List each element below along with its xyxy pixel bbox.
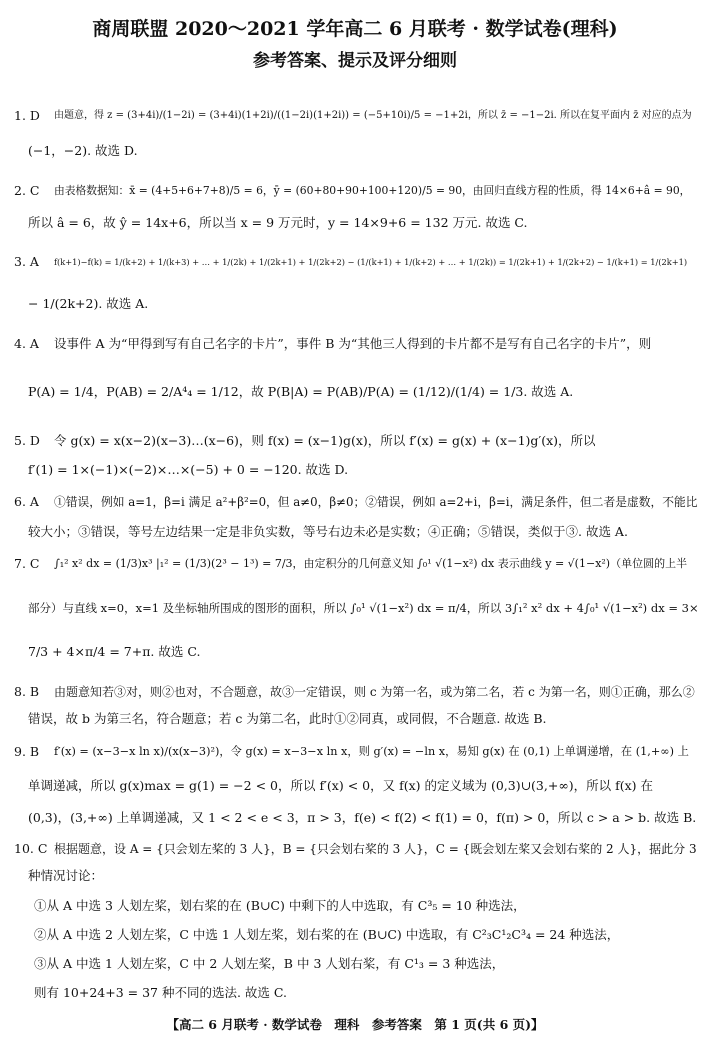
answer-text: 令 g(x) = x(x−2)(x−3)…(x−6)，则 f(x) = (x−1)g(x)，所以 f′(x) = g(x) + (x−1)g′(x)，所以	[54, 433, 596, 448]
page-title: 商周联盟 2020～2021 学年高二 6 月联考 · 数学试卷(理科)	[92, 18, 618, 40]
answer-number: 10. C	[14, 841, 48, 856]
case-line: ②从 A 中选 2 人划左桨，C 中选 1 人划左桨，划右桨的在 (B∪C) 中选取，有 C²₃C¹₂C³₄ = 24 种选法，	[34, 927, 620, 942]
answer-text: f′(x) = (x−3−x ln x)/(x(x−3)²)，令 g(x) = x−3−x ln x，则 g′(x) = −ln x，易知 g(x) 在 (0,1) 上单调递增，在 (1,+∞) 上	[54, 745, 689, 758]
answer-text: 由题意知若③对，则②也对，不合题意，故③一定错误，则 c 为第一名，或为第二名，若 c 为第一名，则①正确，那么②	[54, 685, 695, 699]
answer-number: 6. A	[14, 494, 39, 509]
answer-continuation: 单调递减，所以 g(x)max = g(1) = −2 < 0，所以 f′(x) < 0，又 f(x) 的定义域为 (0,3)∪(3,+∞)，所以 f(x) 在	[28, 778, 653, 793]
answer-number: 3. A	[14, 254, 39, 269]
answer-continuation: − 1/(2k+2). 故选 A.	[28, 296, 149, 311]
answer-continuation: 7/3 + 4×π/4 = 7+π. 故选 C.	[28, 644, 201, 659]
answer-text: 根据题意，设 A = {只会划左桨的 3 人}，B = {只会划右桨的 3 人}，C = {既会划左桨又会划右桨的 2 人}，据此分 3	[54, 842, 697, 856]
answer-text: 由表格数据知：x̄ = (4+5+6+7+8)/5 = 6，ȳ = (60+80+90+100+120)/5 = 90，由回归直线方程的性质，得 14×6+â = 90，	[54, 184, 691, 197]
answer-text: f(k+1)−f(k) = 1/(k+2) + 1/(k+3) + … + 1/(2k) + 1/(2k+1) + 1/(2k+2) − (1/(k+1) + 1/(k+2) + … + 1/(2k)) = 1/(2k+1) + 1/(2k+2) − 1/(k+1) = 1/(2k+1)	[54, 257, 688, 267]
answer-continuation: 错误，故 b 为第三名，符合题意；若 c 为第二名，此时①②同真，或同假，不合题意. 故选 B.	[28, 711, 547, 726]
answer-continuation: 较大小；③错误，等号左边结果一定是非负实数，等号右边未必是实数；④正确；⑤错误，类似于③. 故选 A.	[28, 524, 628, 539]
answer-text: 由题意，得 z = (3+4i)/(1−2i) = (3+4i)(1+2i)/((1−2i)(1+2i)) = (−5+10i)/5 = −1+2i，所以 z̄ = −1−2i. 所以在复平面内 z̄ 对应的点为	[54, 110, 692, 121]
answer-continuation: f′(1) = 1×(−1)×(−2)×…×(−5) + 0 = −120. 故选 D.	[28, 462, 349, 477]
answer-number: 5. D	[14, 433, 40, 448]
answer-number: 7. C	[14, 556, 40, 571]
answer-text: ①错误，例如 a=1，β=i 满足 a²+β²=0，但 a≠0，β≠0；②错误，例如 a=2+i，β=i，满足条件，但二者是虚数，不能比	[54, 495, 698, 509]
answer-continuation: (−1，−2). 故选 D.	[28, 143, 138, 158]
answer-text: 设事件 A 为“甲得到写有自己名字的卡片”，事件 B 为“其他三人得到的卡片都不是写有自己名字的卡片”，则	[54, 336, 652, 351]
page-footer: 【高二 6 月联考 · 数学试卷 理科 参考答案 第 1 页(共 6 页)】	[166, 1017, 544, 1032]
answer-number: 9. B	[14, 744, 40, 759]
answer-continuation: 部分）与直线 x=0，x=1 及坐标轴所围成的图形的面积，所以 ∫₀¹ √(1−x²) dx = π/4，所以 3∫₁² x² dx + 4∫₀¹ √(1−x²) dx = 3×	[28, 601, 699, 615]
answer-continuation: 种情况讨论：	[28, 868, 104, 883]
answer-continuation: 所以 â = 6，故 ŷ = 14x+6，所以当 x = 9 万元时，y = 14×9+6 = 132 万元. 故选 C.	[28, 215, 528, 230]
page-subtitle: 参考答案、提示及评分细则	[253, 51, 457, 71]
answer-number: 8. B	[14, 684, 40, 699]
case-line: ①从 A 中选 3 人划左桨，划右桨的在 (B∪C) 中剩下的人中选取，有 C³₅ = 10 种选法，	[34, 898, 526, 913]
answer-text: ∫₁² x² dx = (1/3)x³ |₁² = (1/3)(2³ − 1³) = 7/3，由定积分的几何意义知 ∫₀¹ √(1−x²) dx 表示曲线 y = √(1−x²)（单位圆的上半	[54, 557, 688, 570]
answer-number: 1. D	[14, 108, 40, 123]
answer-number: 2. C	[14, 183, 40, 198]
answer-continuation: (0,3)，(3,+∞) 上单调递减，又 1 < 2 < e < 3，π > 3，f(e) < f(2) < f(1) = 0，f(π) > 0，所以 c > a > b. 故选 B.	[28, 810, 697, 825]
answer-continuation: P(A) = 1/4，P(AB) = 2/A⁴₄ = 1/12，故 P(B|A) = P(AB)/P(A) = (1/12)/(1/4) = 1/3. 故选 A.	[28, 384, 574, 399]
case-line: 则有 10+24+3 = 37 种不同的选法. 故选 C.	[34, 985, 287, 1000]
answer-number: 4. A	[14, 336, 39, 351]
case-line: ③从 A 中选 1 人划左桨，C 中 2 人划左桨，B 中 3 人划右桨，有 C¹₃ = 3 种选法，	[34, 956, 505, 971]
